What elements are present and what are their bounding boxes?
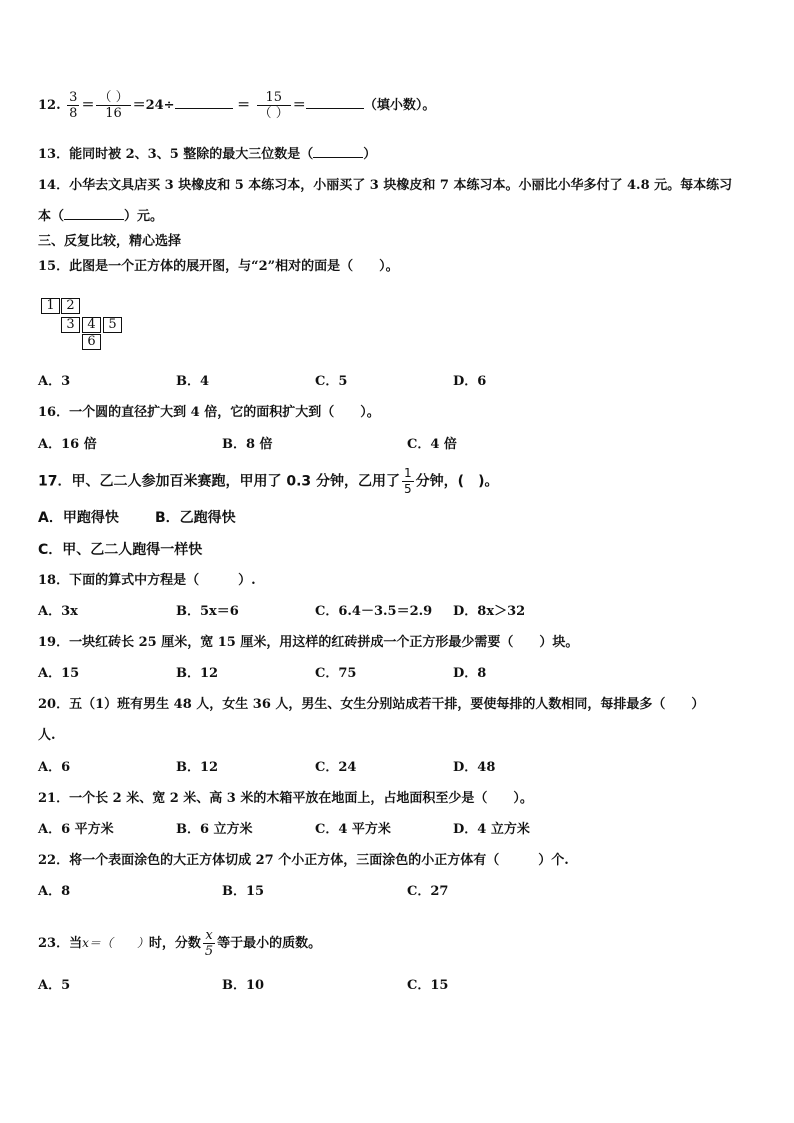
question-23: 23．当x＝（ ）时，分数 $\frac{x}{5}$ 等于最小的质数。 xyxy=(38,928,322,959)
net-face-6: 6 xyxy=(82,334,101,350)
option-b[interactable]: B．15 xyxy=(222,884,265,899)
option-b[interactable]: B．5x＝6 xyxy=(176,604,239,619)
question-21 xyxy=(38,790,533,808)
question-text: 16．一个圆的直径扩大到 4 倍，它的面积扩大到（ ）。 xyxy=(38,405,380,420)
option-c[interactable]: C．甲、乙二人跑得一样快 xyxy=(38,542,203,558)
option-a[interactable]: A．6 xyxy=(38,760,71,775)
option-c[interactable]: C．4 平方米 xyxy=(315,822,391,837)
option-d[interactable]: D．8x＞32 xyxy=(453,604,526,619)
net-face-5: 5 xyxy=(103,317,122,333)
question-text: 23．当 xyxy=(38,936,83,951)
option-b[interactable]: B．8 倍 xyxy=(222,437,273,452)
option-d[interactable]: D．6 xyxy=(453,374,487,389)
question-14-line-2: 本（ ）元。 xyxy=(38,209,164,224)
question-number: 12. xyxy=(38,98,61,113)
question-13: 13．能同时被 2、3、5 整除的最大三位数是（ ） xyxy=(38,147,377,162)
answer-blank[interactable] xyxy=(175,96,233,109)
option-c[interactable]: C．6.4－3.5＝2.9 xyxy=(315,604,433,619)
question-text: 14．小华去文具店买 3 块橡皮和 5 本练习本，小丽买了 3 块橡皮和 7 本练习本。小丽比小华多付了 4.8 元。每本练习 xyxy=(38,178,733,193)
option-b[interactable]: B．乙跑得快 xyxy=(155,510,236,526)
option-d[interactable]: D．48 xyxy=(453,760,496,775)
question-20-line-2: 人. xyxy=(38,728,56,743)
option-b[interactable]: B．6 立方米 xyxy=(176,822,253,837)
fraction-1-5: $\frac{1}{5}$ xyxy=(404,466,412,496)
option-c[interactable]: C．5 xyxy=(315,374,348,389)
option-d[interactable]: D．8 xyxy=(453,666,487,681)
section-heading: 三、反复比较，精心选择 xyxy=(38,234,182,249)
option-a[interactable]: A．3x xyxy=(38,604,78,619)
fraction-x-5: $\frac{x}{5}$ xyxy=(204,928,214,959)
option-b[interactable]: B．10 xyxy=(222,978,265,993)
equals-sign: ＝ xyxy=(81,98,95,113)
question-18 xyxy=(38,572,256,590)
option-a[interactable]: A．甲跑得快 xyxy=(38,510,119,526)
option-c[interactable]: C．75 xyxy=(315,666,357,681)
option-a[interactable]: A．16 倍 xyxy=(38,437,97,452)
option-c[interactable]: C．27 xyxy=(407,884,449,899)
net-face-1: 1 xyxy=(41,298,60,314)
question-text: 19．一块红砖长 25 厘米，宽 15 厘米，用这样的红砖拼成一个正方形最少需要（ ）块。 xyxy=(38,635,579,650)
option-a[interactable]: A．6 平方米 xyxy=(38,822,114,837)
question-17: 17．甲、乙二人参加百米赛跑，甲用了 0.3 分钟，乙用了 $\frac{1}{5}$ 分钟，( )。 xyxy=(38,466,499,496)
question-19 xyxy=(38,634,578,652)
question-text: 18．下面的算式中方程是（ ）. xyxy=(38,573,256,588)
option-a[interactable]: A．5 xyxy=(38,978,71,993)
question-text: 20．五（1）班有男生 48 人，女生 36 人，男生、女生分别站成若干排，要使每排的人数相同，每排最多（ ） xyxy=(38,697,705,712)
option-c[interactable]: C．4 倍 xyxy=(407,437,457,452)
question-15 xyxy=(38,258,399,276)
question-16 xyxy=(38,404,380,422)
question-14 xyxy=(38,177,732,195)
option-a[interactable]: A．8 xyxy=(38,884,71,899)
answer-blank[interactable] xyxy=(313,145,363,158)
question-22 xyxy=(38,852,569,870)
option-a[interactable]: A．15 xyxy=(38,666,80,681)
question-text: 17．甲、乙二人参加百米赛跑，甲用了 0.3 分钟，乙用了 xyxy=(38,473,401,490)
option-d[interactable]: D．4 立方米 xyxy=(453,822,530,837)
option-b[interactable]: B．4 xyxy=(176,374,210,389)
net-face-3: 3 xyxy=(61,317,80,333)
net-face-2: 2 xyxy=(61,298,80,314)
question-text: 21．一个长 2 米、宽 2 米、高 3 米的木箱平放在地面上，占地面积至少是（ ）。 xyxy=(38,791,533,806)
option-c[interactable]: C．24 xyxy=(315,760,357,775)
net-face-4: 4 xyxy=(82,317,101,333)
question-tail: （填小数）。 xyxy=(363,98,436,113)
question-12: 12. $\frac{3}{8}$ ＝ $\frac{( )}{16}$ ＝24÷ ＝ $\frac{15}{( )}$ ＝ （填小数）。 xyxy=(38,90,436,121)
variable-blank: x＝（ ） xyxy=(82,936,149,950)
fraction-3-8: $\frac{3}{8}$ xyxy=(69,90,78,121)
fraction-15-blank: $\frac{15}{( )}$ xyxy=(258,90,289,121)
answer-blank[interactable] xyxy=(64,207,124,220)
option-b[interactable]: B．12 xyxy=(176,666,219,681)
option-c[interactable]: C．15 xyxy=(407,978,449,993)
answer-blank[interactable] xyxy=(306,96,364,109)
question-text: 15．此图是一个正方体的展开图，与“2”相对的面是（ ）。 xyxy=(38,259,399,274)
fraction-blank-16: $\frac{( )}{16}$ xyxy=(98,90,129,121)
question-20 xyxy=(38,696,704,714)
option-b[interactable]: B．12 xyxy=(176,760,219,775)
division-text: ＝24÷ xyxy=(132,98,175,113)
option-a[interactable]: A．3 xyxy=(38,374,71,389)
cube-net-figure xyxy=(41,298,126,354)
question-text: 22．将一个表面涂色的大正方体切成 27 个小正方体，三面涂色的小正方体有（ ）个. xyxy=(38,853,569,868)
question-text: 13．能同时被 2、3、5 整除的最大三位数是（ xyxy=(38,147,314,162)
equals-sign: ＝ xyxy=(237,98,251,113)
